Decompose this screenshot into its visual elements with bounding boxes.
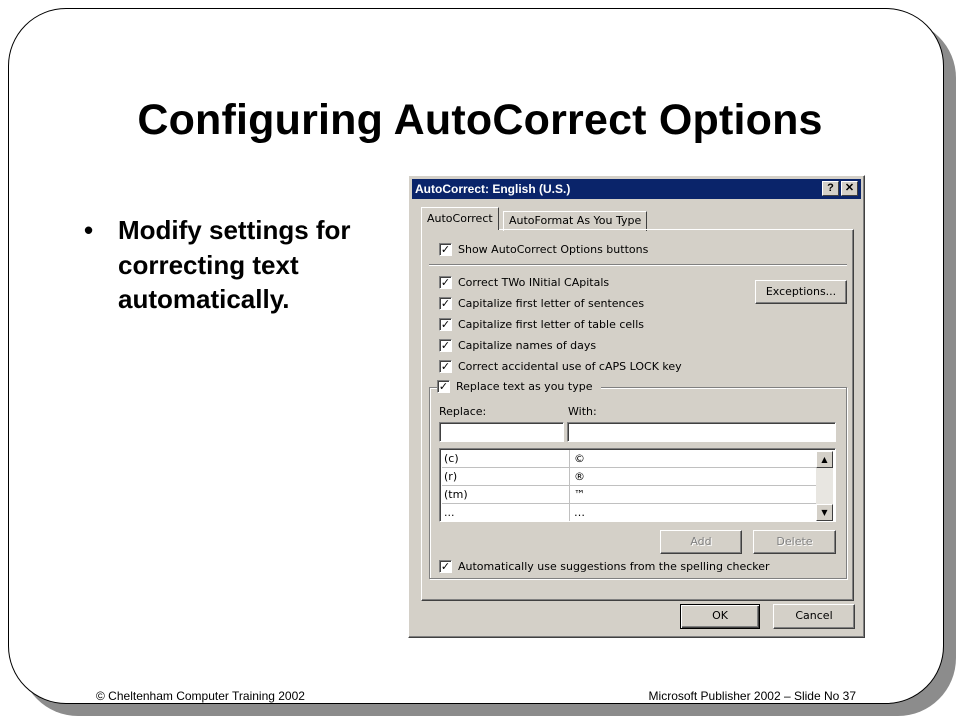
scroll-up-icon[interactable]: ▲: [816, 451, 833, 468]
checkbox-label: Show AutoCorrect Options buttons: [458, 243, 649, 256]
checkbox-label: Automatically use suggestions from the spelling checker: [458, 560, 770, 573]
tab-autocorrect[interactable]: AutoCorrect: [421, 207, 499, 230]
checkbox-box[interactable]: ✓: [440, 560, 451, 573]
with-cell: ©: [574, 452, 585, 465]
with-cell: ®: [574, 470, 585, 483]
add-button[interactable]: Add: [660, 530, 742, 554]
list-row[interactable]: [442, 486, 816, 504]
list-row[interactable]: [442, 450, 816, 468]
ok-button[interactable]: OK: [680, 604, 760, 629]
replace-cell: (r): [444, 468, 570, 486]
checkbox-label: Capitalize first letter of sentences: [458, 297, 645, 310]
dialog-title: AutoCorrect: English (U.S.): [415, 182, 571, 196]
footer-copyright: © Cheltenham Computer Training 2002: [96, 689, 305, 703]
checkbox-label: Correct TWo INitial CApitals: [458, 276, 610, 289]
list-scrollbar[interactable]: [816, 451, 833, 521]
footer-slide-number: Microsoft Publisher 2002 – Slide No 37: [648, 689, 856, 703]
checkbox-label: Correct accidental use of cAPS LOCK key: [458, 360, 682, 373]
replace-cell: (c): [444, 450, 570, 468]
separator: [429, 264, 847, 266]
checkbox-box[interactable]: ✓: [440, 360, 451, 373]
with-cell: ™: [574, 488, 585, 501]
dialog-titlebar[interactable]: [412, 179, 861, 199]
checkbox-box[interactable]: ✓: [438, 380, 449, 393]
help-button[interactable]: ?: [822, 181, 839, 196]
with-label: With:: [568, 405, 597, 418]
close-button[interactable]: ✕: [841, 181, 858, 196]
replace-cell: ...: [444, 504, 570, 522]
replace-text-checkbox[interactable]: [437, 379, 601, 395]
checkbox-box[interactable]: ✓: [440, 243, 451, 256]
checkbox-label: Replace text as you type: [456, 380, 593, 393]
exceptions-button[interactable]: Exceptions...: [755, 280, 847, 304]
bullet-text: Modify settings for correcting text automatically.: [118, 215, 351, 314]
tab-autoformat-as-you-type[interactable]: AutoFormat As You Type: [503, 211, 647, 231]
checkbox-box[interactable]: ✓: [440, 276, 451, 289]
scroll-down-icon[interactable]: ▼: [816, 504, 833, 521]
checkbox-label: Capitalize first letter of table cells: [458, 318, 645, 331]
autocorrect-dialog: [408, 175, 865, 638]
replace-label: Replace:: [439, 405, 487, 418]
replace-cell: (tm): [444, 486, 570, 504]
delete-button[interactable]: Delete: [753, 530, 836, 554]
list-row[interactable]: [442, 504, 816, 522]
bullet-dot: •: [84, 215, 94, 245]
cancel-button[interactable]: Cancel: [773, 604, 855, 629]
with-cell: …: [574, 506, 585, 519]
slide-title: Configuring AutoCorrect Options: [137, 96, 823, 144]
checkbox-label: Capitalize names of days: [458, 339, 597, 352]
checkbox-box[interactable]: ✓: [440, 339, 451, 352]
checkbox-box[interactable]: ✓: [440, 318, 451, 331]
replacement-list[interactable]: [439, 448, 836, 522]
replace-input[interactable]: [439, 422, 564, 442]
list-row[interactable]: [442, 468, 816, 486]
checkbox-box[interactable]: ✓: [440, 297, 451, 310]
with-input[interactable]: [567, 422, 836, 442]
